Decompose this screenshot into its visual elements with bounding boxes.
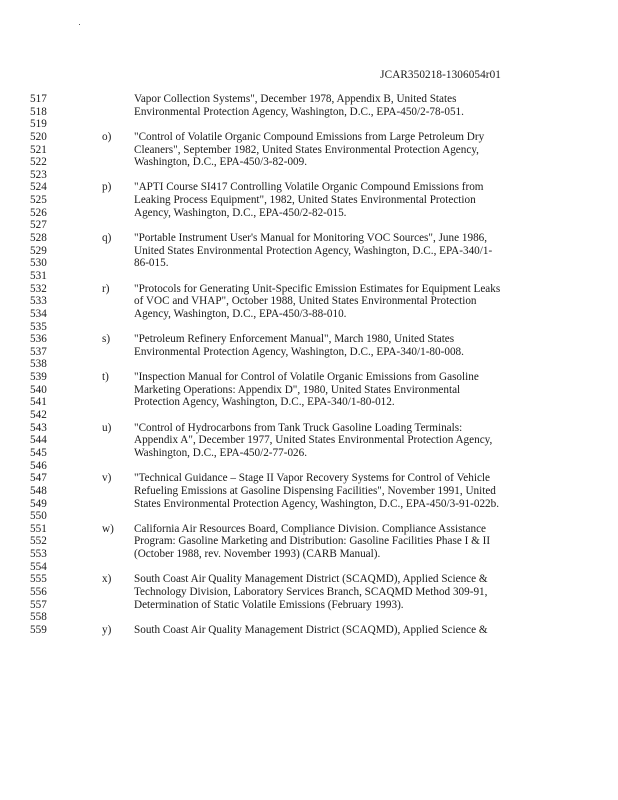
document-line [0,510,618,523]
line-number: 527 [30,219,47,232]
line-number: 533 [30,295,47,308]
line-text: (October 1988, rev. November 1993) (CARB Manual). [134,548,381,561]
line-number: 549 [30,497,47,510]
document-line [0,270,618,283]
line-number: 538 [30,358,47,371]
document-line [0,169,618,182]
document-line [0,535,618,548]
line-text: "Inspection Manual for Control of Volatile Organic Emissions from Gasoline [134,371,479,384]
line-text: "Technical Guidance – Stage II Vapor Recovery Systems for Control of Vehicle [134,472,490,485]
document-line [0,384,618,397]
line-number: 553 [30,548,47,561]
reference-label: v) [102,472,112,485]
line-number: 524 [30,181,47,194]
line-text: Appendix A", December 1977, United States Environmental Protection Agency, [134,434,493,447]
document-line [0,232,618,245]
line-number: 556 [30,585,47,598]
reference-label: u) [102,421,112,434]
document-line [0,611,618,624]
document-line [0,144,618,157]
document-line [0,181,618,194]
document-line [0,624,618,637]
line-number: 547 [30,472,47,485]
line-number: 531 [30,269,47,282]
line-number: 519 [30,118,47,131]
line-number: 548 [30,484,47,497]
document-line [0,118,618,131]
line-text: Environmental Protection Agency, Washington, D.C., EPA-450/2-78-051. [134,105,464,118]
line-number: 539 [30,371,47,384]
document-line [0,93,618,106]
line-number: 555 [30,573,47,586]
document-line [0,321,618,334]
line-number: 521 [30,143,47,156]
line-text: States Environmental Protection Agency, Washington, D.C., EPA-450/3-91-022b. [134,497,500,510]
line-text: South Coast Air Quality Management District (SCAQMD), Applied Science & [134,573,488,586]
line-text: Cleaners", September 1982, United States Environmental Protection Agency, [134,143,479,156]
line-number: 517 [30,93,47,105]
line-number: 523 [30,168,47,181]
line-text: United States Environmental Protection Agency, Washington, D.C., EPA-340/1- [134,244,493,257]
line-text: Vapor Collection Systems", December 1978, Appendix B, United States [134,93,457,105]
reference-label: r) [102,282,110,295]
document-line [0,346,618,359]
line-number: 551 [30,522,47,535]
line-text: Leaking Process Equipment", 1982, United States Environmental Protection [134,194,476,207]
line-text: "Portable Instrument User's Manual for Monitoring VOC Sources", June 1986, [134,232,488,245]
line-number: 525 [30,194,47,207]
line-text: Environmental Protection Agency, Washington, D.C., EPA-340/1-80-008. [134,345,464,358]
document-line [0,358,618,371]
document-line [0,308,618,321]
line-number: 526 [30,206,47,219]
line-text: Protection Agency, Washington, D.C., EPA-340/1-80-012. [134,396,395,409]
line-number: 559 [30,623,47,636]
reference-label: p) [102,181,112,194]
document-line [0,219,618,232]
line-number: 542 [30,409,47,422]
reference-label: w) [102,522,114,535]
document-line [0,498,618,511]
document-line [0,156,618,169]
line-number: 534 [30,307,47,320]
document-header-id: JCAR350218-1306054r01 [380,69,501,81]
document-line [0,333,618,346]
line-number: 554 [30,560,47,573]
document-line [0,422,618,435]
line-number: 541 [30,396,47,409]
line-number: 528 [30,232,47,245]
line-text: Refueling Emissions at Gasoline Dispensing Facilities", November 1991, United [134,484,496,497]
document-line [0,257,618,270]
line-number: 530 [30,257,47,270]
document-line [0,131,618,144]
document-line [0,371,618,384]
line-text: "APTI Course SI417 Controlling Volatile Organic Compound Emissions from [134,181,484,194]
line-text: Agency, Washington, D.C., EPA-450/2-82-015. [134,206,347,219]
line-text: "Petroleum Refinery Enforcement Manual", March 1980, United States [134,333,455,346]
line-text: Washington, D.C., EPA-450/2-77-026. [134,446,308,459]
document-line [0,283,618,296]
line-text: Determination of Static Volatile Emissions (February 1993). [134,598,404,611]
reference-label: q) [102,232,112,245]
document-line [0,207,618,220]
line-text: "Protocols for Generating Unit-Specific Emission Estimates for Equipment Leaks [134,282,501,295]
document-line [0,599,618,612]
line-number: 536 [30,333,47,346]
document-line [0,409,618,422]
line-text: Marketing Operations: Appendix D", 1980, United States Environmental [134,383,461,396]
line-text: Technology Division, Laboratory Services Branch, SCAQMD Method 309-91, [134,585,488,598]
document-line [0,396,618,409]
line-number: 520 [30,130,47,143]
document-line [0,194,618,207]
document-line [0,295,618,308]
line-number: 546 [30,459,47,472]
document-line [0,586,618,599]
line-number: 557 [30,598,47,611]
line-text: "Control of Volatile Organic Compound Emissions from Large Petroleum Dry [134,130,485,143]
line-number: 550 [30,510,47,523]
scan-speck [79,24,80,25]
line-number: 543 [30,421,47,434]
line-text: South Coast Air Quality Management District (SCAQMD), Applied Science & [134,623,488,636]
line-number: 532 [30,282,47,295]
line-number: 540 [30,383,47,396]
reference-label: s) [102,333,111,346]
reference-label: x) [102,573,112,586]
line-text: of VOC and VHAP", October 1988, United States Environmental Protection [134,295,477,308]
document-line [0,485,618,498]
line-number: 529 [30,244,47,257]
document-line [0,460,618,473]
line-number: 552 [30,535,47,548]
line-number: 518 [30,105,47,118]
reference-label: t) [102,371,109,384]
reference-label: y) [102,623,112,636]
document-line [0,523,618,536]
line-text: 86-015. [134,257,169,270]
document-line [0,548,618,561]
line-text: California Air Resources Board, Compliance Division. Compliance Assistance [134,522,487,535]
document-line [0,573,618,586]
document-body [0,93,618,637]
document-line [0,245,618,258]
reference-label: o) [102,130,112,143]
line-text: Washington, D.C., EPA-450/3-82-009. [134,156,308,169]
document-line [0,447,618,460]
line-number: 522 [30,156,47,169]
line-text: "Control of Hydrocarbons from Tank Truck Gasoline Loading Terminals: [134,421,463,434]
line-number: 545 [30,446,47,459]
line-number: 544 [30,434,47,447]
line-number: 535 [30,320,47,333]
document-line [0,472,618,485]
line-number: 558 [30,611,47,624]
line-text: Program: Gasoline Marketing and Distribution: Gasoline Facilities Phase I & II [134,535,491,548]
line-number: 537 [30,345,47,358]
line-text: Agency, Washington, D.C., EPA-450/3-88-010. [134,307,347,320]
document-line [0,561,618,574]
document-line [0,434,618,447]
document-line [0,106,618,119]
